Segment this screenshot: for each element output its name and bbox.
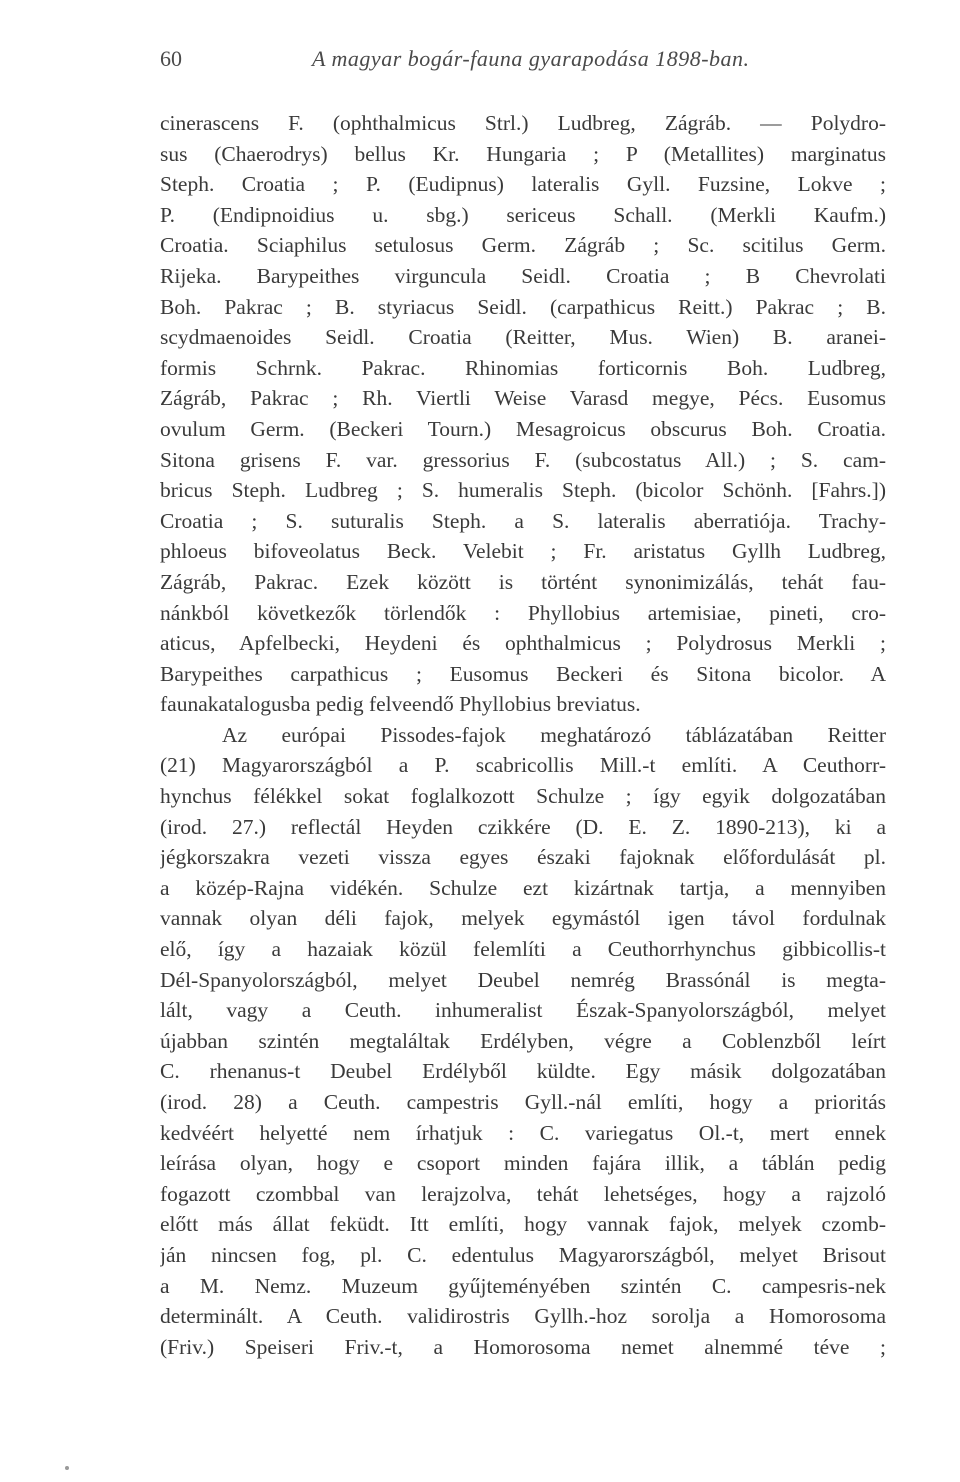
text-line: a M. Nemz. Muzeum gyűjteményében szintén C. campesris-nek <box>160 1273 886 1298</box>
text-line: (21) Magyarországból a P. scabricollis Mill.-t említi. A Ceuthorr- <box>160 753 886 778</box>
text-line: formis Schrnk. Pakrac. Rhinomias forticornis Boh. Ludbreg, <box>160 355 886 380</box>
text-line: (irod. 27.) reflectál Heyden czikkére (D. E. Z. 1890-213), ki a <box>160 814 886 839</box>
text-line: P. (Endipnoidius u. sbg.) sericeus Schall. (Merkli Kaufm.) <box>160 202 886 227</box>
paragraph-start-line: Az európai Pissodes-fajok meghatározó táblázatában Reitter <box>222 722 886 747</box>
text-line: a közép-Rajna vidékén. Schulze ezt kizártnak tartja, a mennyiben <box>160 875 886 900</box>
text-line: elő, így a hazaiak közül felemlíti a Ceuthorrhynchus gibbicollis-t <box>160 937 886 962</box>
text-line: Zágráb, Pakrac. Ezek között is történt synonimizálás, tehát fau- <box>160 569 886 594</box>
text-line: cinerascens F. (ophthalmicus Strl.) Ludbreg, Zágráb. — Polydro- <box>160 111 886 135</box>
text-line: ján nincsen fog, pl. C. edentulus Magyarországból, melyet Brisout <box>160 1242 886 1267</box>
text-line: Dél-Spanyolországból, melyet Deubel nemrég Brassónál is megta- <box>160 967 886 992</box>
text-line: Sitona grisens F. var. gressorius F. (subcostatus All.) ; S. cam- <box>160 447 886 472</box>
text-line: Boh. Pakrac ; B. styriacus Seidl. (carpathicus Reitt.) Pakrac ; B. <box>160 294 886 319</box>
text-line: aticus, Apfelbecki, Heydeni és ophthalmicus ; Polydrosus Merkli ; <box>160 631 886 656</box>
text-line: C. rhenanus-t Deubel Erdélyből küldte. Egy másik dolgozatában <box>160 1059 886 1084</box>
text-line: kedvéért helyetté nem írhatjuk : C. variegatus Ol.-t, mert ennek <box>160 1120 886 1145</box>
text-line: ovulum Germ. (Beckeri Tourn.) Mesagroicus obscurus Boh. Croatia. <box>160 416 886 441</box>
paper-speck <box>65 1466 69 1470</box>
text-line: újabban szintén megtaláltak Erdélyben, végre a Coblenzből leírt <box>160 1028 886 1053</box>
text-line: vannak olyan déli fajok, melyek egymástól igen távol fordulnak <box>160 906 886 931</box>
text-line: leírása olyan, hogy e csoport minden fajára illik, a táblán pedig <box>160 1151 886 1176</box>
text-line: sus (Chaerodrys) bellus Kr. Hungaria ; P (Metallites) marginatus <box>160 141 886 166</box>
text-line: fogazott czombbal van lerajzolva, tehát lehetséges, hogy a rajzoló <box>160 1181 886 1206</box>
text-line: nánkból következők törlendők : Phyllobius artemisiae, pineti, cro- <box>160 600 886 625</box>
running-header <box>160 46 886 76</box>
text-line: (Friv.) Speiseri Friv.-t, a Homorosoma nemet alnemmé téve ; <box>160 1334 886 1359</box>
text-line: Steph. Croatia ; P. (Eudipnus) lateralis Gyll. Fuzsine, Lokve ; <box>160 172 886 197</box>
text-line: jégkorszakra vezeti vissza egyes északi fajoknak előfordulását pl. <box>160 845 886 870</box>
text-line: Zágráb, Pakrac ; Rh. Viertli Weise Varasd megye, Pécs. Eusomus <box>160 386 886 411</box>
text-line: determinált. A Ceuth. validirostris Gyllh.-hoz sorolja a Homorosoma <box>160 1304 886 1329</box>
text-line: hynchus félékkel sokat foglalkozott Schulze ; így egyik dolgozatában <box>160 784 886 809</box>
text-line: lált, vagy a Ceuth. inhumeralist Észak-Spanyolországból, melyet <box>160 998 886 1023</box>
paragraph-end-line: faunakatalogusba pedig felveendő Phyllobius breviatus. <box>160 692 641 717</box>
text-line: (irod. 28) a Ceuth. campestris Gyll.-nál említi, hogy a prioritás <box>160 1090 886 1114</box>
text-line: Croatia. Sciaphilus setulosus Germ. Zágráb ; Sc. scitilus Germ. <box>160 233 886 258</box>
text-line: előtt más állat feküdt. Itt említi, hogy vannak fajok, melyek czomb- <box>160 1212 886 1237</box>
text-line: Croatia ; S. suturalis Steph. a S. lateralis aberratiója. Trachy- <box>160 508 886 533</box>
text-line: phloeus bifoveolatus Beck. Velebit ; Fr. aristatus Gyllh Ludbreg, <box>160 539 886 564</box>
text-line: bricus Steph. Ludbreg ; S. humeralis Steph. (bicolor Schönh. [Fahrs.]) <box>160 478 886 503</box>
text-line: scydmaenoides Seidl. Croatia (Reitter, Mus. Wien) B. aranei- <box>160 325 886 350</box>
text-line: Rijeka. Barypeithes virguncula Seidl. Croatia ; B Chevrolati <box>160 263 886 288</box>
page-number: 60 <box>160 46 182 71</box>
running-title: A magyar bogár-fauna gyarapodása 1898-ban. <box>312 46 750 71</box>
body-text <box>160 108 886 1362</box>
text-line: Barypeithes carpathicus ; Eusomus Beckeri és Sitona bicolor. A <box>160 661 886 686</box>
